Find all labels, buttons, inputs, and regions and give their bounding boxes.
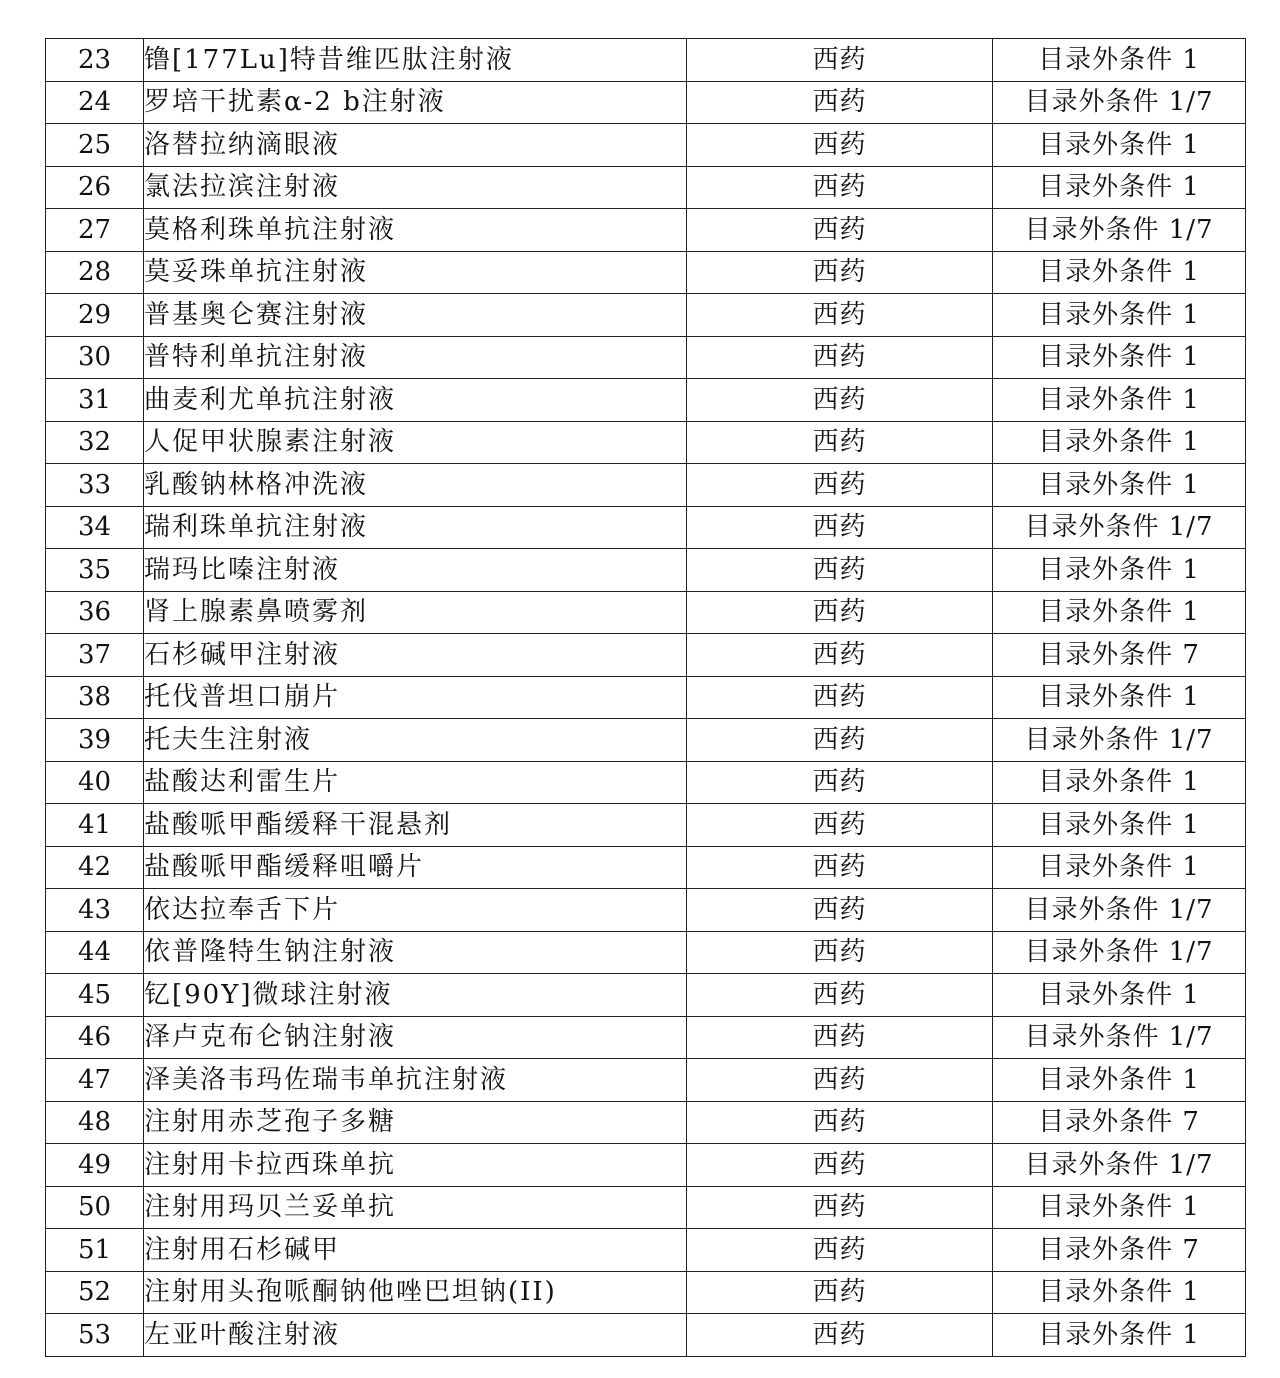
row-number: 43 bbox=[46, 889, 144, 932]
catalog-condition: 目录外条件 1 bbox=[993, 591, 1246, 634]
drug-category: 西药 bbox=[687, 591, 993, 634]
table-row bbox=[46, 506, 1246, 549]
catalog-condition: 目录外条件 1 bbox=[993, 251, 1246, 294]
row-number: 44 bbox=[46, 931, 144, 974]
drug-category: 西药 bbox=[687, 974, 993, 1017]
table-row bbox=[46, 931, 1246, 974]
catalog-condition: 目录外条件 7 bbox=[993, 634, 1246, 677]
drug-category: 西药 bbox=[687, 846, 993, 889]
table-row bbox=[46, 1271, 1246, 1314]
table-row bbox=[46, 124, 1246, 167]
catalog-condition: 目录外条件 1/7 bbox=[993, 889, 1246, 932]
drug-category: 西药 bbox=[687, 166, 993, 209]
catalog-condition: 目录外条件 1 bbox=[993, 1314, 1246, 1357]
drug-name: 普特利单抗注射液 bbox=[144, 336, 687, 379]
drug-category: 西药 bbox=[687, 1229, 993, 1272]
drug-name: 石杉碱甲注射液 bbox=[144, 634, 687, 677]
row-number: 47 bbox=[46, 1059, 144, 1102]
catalog-condition: 目录外条件 1 bbox=[993, 676, 1246, 719]
catalog-condition: 目录外条件 1 bbox=[993, 124, 1246, 167]
row-number: 36 bbox=[46, 591, 144, 634]
catalog-condition: 目录外条件 1/7 bbox=[993, 209, 1246, 252]
catalog-condition: 目录外条件 1 bbox=[993, 464, 1246, 507]
drug-category: 西药 bbox=[687, 379, 993, 422]
catalog-condition: 目录外条件 1/7 bbox=[993, 81, 1246, 124]
table-row bbox=[46, 421, 1246, 464]
table-row bbox=[46, 804, 1246, 847]
row-number: 27 bbox=[46, 209, 144, 252]
catalog-condition: 目录外条件 1 bbox=[993, 39, 1246, 82]
drug-category: 西药 bbox=[687, 39, 993, 82]
row-number: 29 bbox=[46, 294, 144, 337]
row-number: 41 bbox=[46, 804, 144, 847]
catalog-condition: 目录外条件 1 bbox=[993, 846, 1246, 889]
drug-category: 西药 bbox=[687, 421, 993, 464]
drug-list-table bbox=[45, 38, 1246, 1357]
catalog-condition: 目录外条件 1/7 bbox=[993, 931, 1246, 974]
catalog-condition: 目录外条件 1/7 bbox=[993, 719, 1246, 762]
drug-name: 瑞玛比嗪注射液 bbox=[144, 549, 687, 592]
drug-name: 罗培干扰素α-2 b注射液 bbox=[144, 81, 687, 124]
drug-category: 西药 bbox=[687, 1101, 993, 1144]
row-number: 33 bbox=[46, 464, 144, 507]
catalog-condition: 目录外条件 1 bbox=[993, 336, 1246, 379]
table-row bbox=[46, 846, 1246, 889]
row-number: 45 bbox=[46, 974, 144, 1017]
drug-category: 西药 bbox=[687, 804, 993, 847]
table-row bbox=[46, 676, 1246, 719]
table-row bbox=[46, 889, 1246, 932]
drug-name: 普基奥仑赛注射液 bbox=[144, 294, 687, 337]
drug-name: 盐酸哌甲酯缓释咀嚼片 bbox=[144, 846, 687, 889]
row-number: 53 bbox=[46, 1314, 144, 1357]
drug-category: 西药 bbox=[687, 1144, 993, 1187]
row-number: 38 bbox=[46, 676, 144, 719]
drug-category: 西药 bbox=[687, 889, 993, 932]
row-number: 28 bbox=[46, 251, 144, 294]
drug-name: 钇[90Y]微球注射液 bbox=[144, 974, 687, 1017]
table-row bbox=[46, 251, 1246, 294]
drug-name: 注射用赤芝孢子多糖 bbox=[144, 1101, 687, 1144]
drug-category: 西药 bbox=[687, 634, 993, 677]
drug-category: 西药 bbox=[687, 124, 993, 167]
drug-category: 西药 bbox=[687, 294, 993, 337]
drug-name: 注射用头孢哌酮钠他唑巴坦钠(II) bbox=[144, 1271, 687, 1314]
row-number: 34 bbox=[46, 506, 144, 549]
row-number: 26 bbox=[46, 166, 144, 209]
drug-category: 西药 bbox=[687, 251, 993, 294]
catalog-condition: 目录外条件 1 bbox=[993, 1271, 1246, 1314]
catalog-condition: 目录外条件 1/7 bbox=[993, 1016, 1246, 1059]
catalog-condition: 目录外条件 7 bbox=[993, 1229, 1246, 1272]
table-row bbox=[46, 634, 1246, 677]
drug-category: 西药 bbox=[687, 761, 993, 804]
drug-name: 注射用玛贝兰妥单抗 bbox=[144, 1186, 687, 1229]
row-number: 51 bbox=[46, 1229, 144, 1272]
table-row bbox=[46, 336, 1246, 379]
row-number: 49 bbox=[46, 1144, 144, 1187]
drug-category: 西药 bbox=[687, 506, 993, 549]
drug-name: 托夫生注射液 bbox=[144, 719, 687, 762]
row-number: 30 bbox=[46, 336, 144, 379]
drug-name: 莫妥珠单抗注射液 bbox=[144, 251, 687, 294]
drug-name: 盐酸哌甲酯缓释干混悬剂 bbox=[144, 804, 687, 847]
table-row bbox=[46, 719, 1246, 762]
row-number: 48 bbox=[46, 1101, 144, 1144]
table-row bbox=[46, 294, 1246, 337]
row-number: 42 bbox=[46, 846, 144, 889]
catalog-condition: 目录外条件 1 bbox=[993, 421, 1246, 464]
row-number: 40 bbox=[46, 761, 144, 804]
drug-name: 人促甲状腺素注射液 bbox=[144, 421, 687, 464]
drug-name: 曲麦利尤单抗注射液 bbox=[144, 379, 687, 422]
row-number: 50 bbox=[46, 1186, 144, 1229]
drug-name: 氯法拉滨注射液 bbox=[144, 166, 687, 209]
table-row bbox=[46, 1314, 1246, 1357]
table-row bbox=[46, 379, 1246, 422]
table-row bbox=[46, 464, 1246, 507]
table-row bbox=[46, 209, 1246, 252]
drug-name: 注射用卡拉西珠单抗 bbox=[144, 1144, 687, 1187]
drug-name: 洛替拉纳滴眼液 bbox=[144, 124, 687, 167]
table-row bbox=[46, 1016, 1246, 1059]
drug-name: 泽卢克布仑钠注射液 bbox=[144, 1016, 687, 1059]
drug-category: 西药 bbox=[687, 1016, 993, 1059]
drug-name: 左亚叶酸注射液 bbox=[144, 1314, 687, 1357]
table-row bbox=[46, 974, 1246, 1017]
drug-name: 依普隆特生钠注射液 bbox=[144, 931, 687, 974]
table-row bbox=[46, 761, 1246, 804]
row-number: 31 bbox=[46, 379, 144, 422]
catalog-condition: 目录外条件 1 bbox=[993, 1059, 1246, 1102]
drug-name: 依达拉奉舌下片 bbox=[144, 889, 687, 932]
catalog-condition: 目录外条件 7 bbox=[993, 1101, 1246, 1144]
catalog-condition: 目录外条件 1 bbox=[993, 1186, 1246, 1229]
drug-name: 乳酸钠林格冲洗液 bbox=[144, 464, 687, 507]
catalog-condition: 目录外条件 1 bbox=[993, 761, 1246, 804]
row-number: 37 bbox=[46, 634, 144, 677]
catalog-condition: 目录外条件 1/7 bbox=[993, 506, 1246, 549]
table-row bbox=[46, 1059, 1246, 1102]
catalog-condition: 目录外条件 1 bbox=[993, 549, 1246, 592]
drug-category: 西药 bbox=[687, 1059, 993, 1102]
row-number: 24 bbox=[46, 81, 144, 124]
table-row bbox=[46, 1101, 1246, 1144]
row-number: 46 bbox=[46, 1016, 144, 1059]
catalog-condition: 目录外条件 1 bbox=[993, 166, 1246, 209]
row-number: 52 bbox=[46, 1271, 144, 1314]
row-number: 23 bbox=[46, 39, 144, 82]
drug-name: 镥[177Lu]特昔维匹肽注射液 bbox=[144, 39, 687, 82]
table-body bbox=[46, 39, 1246, 1357]
drug-category: 西药 bbox=[687, 676, 993, 719]
catalog-condition: 目录外条件 1 bbox=[993, 974, 1246, 1017]
table-row bbox=[46, 591, 1246, 634]
drug-category: 西药 bbox=[687, 81, 993, 124]
row-number: 35 bbox=[46, 549, 144, 592]
drug-category: 西药 bbox=[687, 464, 993, 507]
row-number: 39 bbox=[46, 719, 144, 762]
drug-category: 西药 bbox=[687, 1271, 993, 1314]
table-row bbox=[46, 1144, 1246, 1187]
table-row bbox=[46, 1229, 1246, 1272]
catalog-condition: 目录外条件 1 bbox=[993, 804, 1246, 847]
table-row bbox=[46, 166, 1246, 209]
drug-name: 瑞利珠单抗注射液 bbox=[144, 506, 687, 549]
drug-category: 西药 bbox=[687, 549, 993, 592]
catalog-condition: 目录外条件 1 bbox=[993, 294, 1246, 337]
drug-category: 西药 bbox=[687, 209, 993, 252]
drug-name: 托伐普坦口崩片 bbox=[144, 676, 687, 719]
catalog-condition: 目录外条件 1/7 bbox=[993, 1144, 1246, 1187]
drug-category: 西药 bbox=[687, 336, 993, 379]
drug-category: 西药 bbox=[687, 1314, 993, 1357]
drug-name: 莫格利珠单抗注射液 bbox=[144, 209, 687, 252]
table-row bbox=[46, 549, 1246, 592]
drug-name: 注射用石杉碱甲 bbox=[144, 1229, 687, 1272]
drug-category: 西药 bbox=[687, 719, 993, 762]
catalog-condition: 目录外条件 1 bbox=[993, 379, 1246, 422]
table-row bbox=[46, 39, 1246, 82]
row-number: 32 bbox=[46, 421, 144, 464]
table-row bbox=[46, 81, 1246, 124]
drug-name: 泽美洛韦玛佐瑞韦单抗注射液 bbox=[144, 1059, 687, 1102]
drug-category: 西药 bbox=[687, 1186, 993, 1229]
drug-name: 盐酸达利雷生片 bbox=[144, 761, 687, 804]
drug-category: 西药 bbox=[687, 931, 993, 974]
table-row bbox=[46, 1186, 1246, 1229]
drug-name: 肾上腺素鼻喷雾剂 bbox=[144, 591, 687, 634]
row-number: 25 bbox=[46, 124, 144, 167]
